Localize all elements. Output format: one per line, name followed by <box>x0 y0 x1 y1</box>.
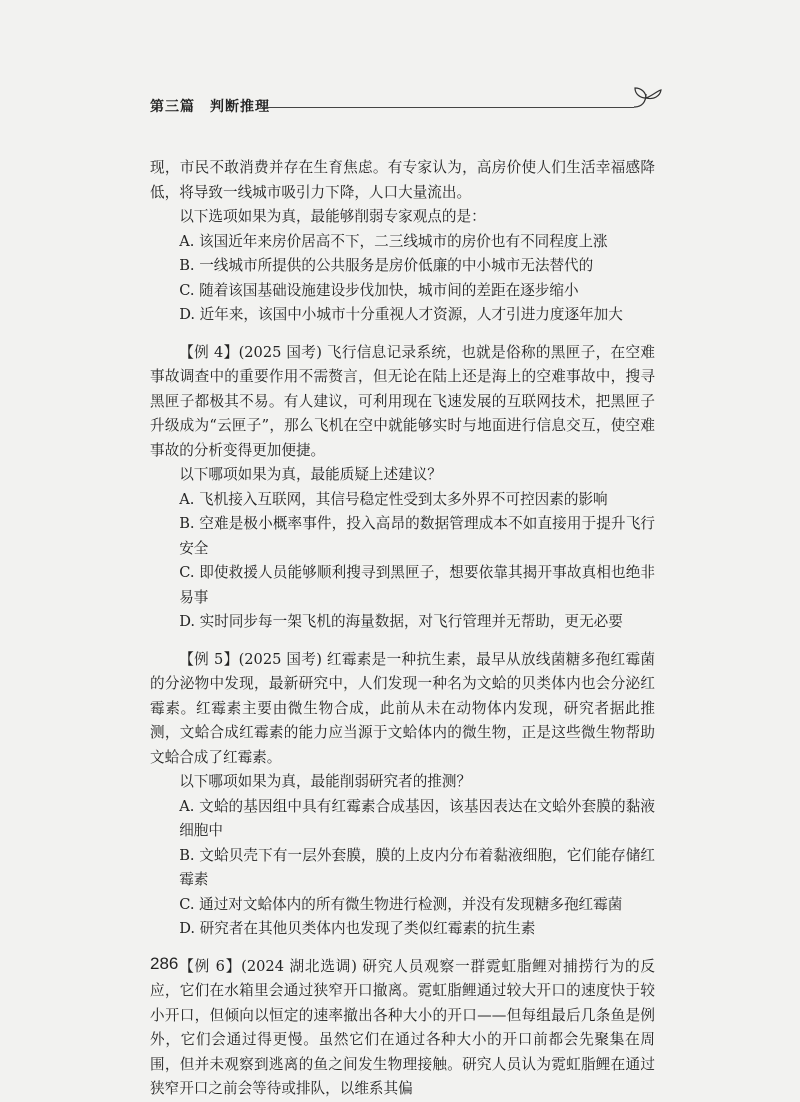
example-text: 【例 5】(2025 国考) 红霉素是一种抗生素，最早从放线菌糖多孢红霉菌的分泌物中发现，最新研究中，人们发现一种名为文蛤的贝类体内也会分泌红霉素。红霉素主要由微生物合成，此前从未在动物体内发现，研究者据此推测，文蛤合成红霉素的能力应当源于文蛤体内的微生物，正是这些微生物帮助文蛤合成了红霉素。 <box>150 650 655 766</box>
running-header <box>150 92 670 122</box>
option: A. 飞机接入互联网，其信号稳定性受到太多外界不可控因素的影响 <box>179 490 608 508</box>
question: 以下哪项如果为真，最能质疑上述建议？ <box>179 466 442 483</box>
sprout-icon <box>628 86 668 116</box>
option: B. 空难是极小概率事件，投入高昂的数据管理成本不如直接用于提升飞行安全 <box>179 515 655 557</box>
example-4 <box>150 341 655 635</box>
option: C. 通过对文蛤体内的所有微生物进行检测，并没有发现糖多孢红霉菌 <box>179 895 623 913</box>
page-number: 286 <box>150 954 179 973</box>
option: C. 即使救援人员能够顺利搜寻到黑匣子，想要依靠其揭开事故真相也绝非易事 <box>179 564 655 606</box>
continuation-text: 现，市民不敢消费并存在生育焦虑。有专家认为，高房价使人们生活幸福感降低，将导致一线城市吸引力下降，人口大量流出。 <box>150 159 655 201</box>
option: D. 近年来，该国中小城市十分重视人才资源，人才引进力度逐年加大 <box>179 306 623 323</box>
example-6 <box>150 955 655 1102</box>
option: D. 实时同步每一架飞机的海量数据，对飞行管理并无帮助，更无必要 <box>179 613 623 630</box>
option: B. 一线城市所提供的公共服务是房价低廉的中小城市无法替代的 <box>179 257 594 274</box>
example-text: 【例 6】(2024 湖北选调) 研究人员观察一群霓虹脂鲤对捕捞行为的反应，它们在水箱里会通过狭窄开口撤离。霓虹脂鲤通过较大开口的速度快于较小开口，但倾向以恒定的速率撤出各种大小的开口——但每组最后几条鱼是例外，它们会通过得更慢。虽然它们在通过各种大小的开口前都会先聚集在周围，但并未观察到逃离的鱼之间发生物理接触。研究人员认为霓虹脂鲤在通过狭窄开口之前会等待或排队，以维系其偏 <box>150 957 655 1097</box>
option: D. 研究者在其他贝类体内也发现了类似红霉素的抗生素 <box>179 920 536 937</box>
continuation-block <box>150 156 655 328</box>
header-rule <box>262 107 634 108</box>
option: A. 该国近年来房价居高不下，二三线城市的房价也有不同程度上涨 <box>179 232 608 250</box>
option: B. 文蛤贝壳下有一层外套膜，膜的上皮内分布着黏液细胞，它们能存储红霉素 <box>179 846 655 888</box>
question: 以下哪项如果为真，最能削弱研究者的推测？ <box>179 773 472 790</box>
header-title: 第三篇 判断推理 <box>150 99 270 115</box>
page-content <box>150 156 655 1102</box>
option: C. 随着该国基础设施建设步伐加快，城市间的差距在逐步缩小 <box>179 281 579 299</box>
example-text: 【例 4】(2025 国考) 飞行信息记录系统，也就是俗称的黑匣子，在空难事故调查中的重要作用不需赘言，但无论在陆上还是海上的空难事故中，搜寻黑匣子都极其不易。有人建议，可利用现在飞速发展的互联网技术，把黑匣子升级成为“云匣子”，那么飞机在空中就能够实时与地面进行信息交互，使空难事故的分析变得更加便捷。 <box>150 343 655 459</box>
option: A. 文蛤的基因组中具有红霉素合成基因，该基因表达在文蛤外套膜的黏液细胞中 <box>179 797 655 839</box>
example-5 <box>150 648 655 942</box>
question: 以下选项如果为真，最能够削弱专家观点的是： <box>179 208 486 225</box>
